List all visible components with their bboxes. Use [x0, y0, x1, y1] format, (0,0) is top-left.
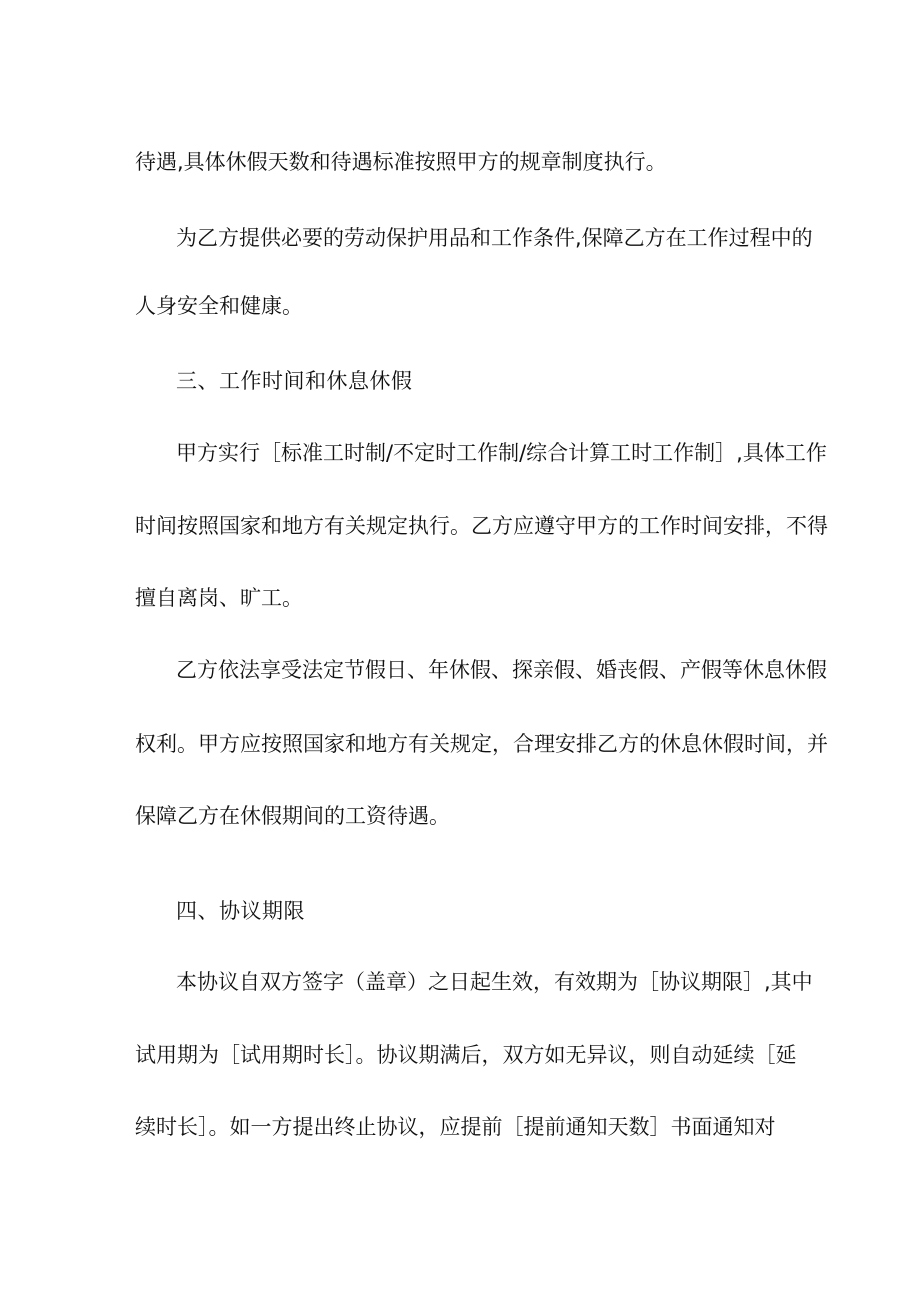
section-heading-3: 三、工作时间和休息休假: [176, 369, 413, 393]
text-line-5: 甲方实行［标准工时制/不定时工作制/综合计算工时工作制］,具体工作: [176, 441, 827, 465]
text-line-14: 续时长］。如一方提出终止协议，应提前［提前通知天数］书面通知对: [135, 1115, 776, 1139]
text-line-2: 为乙方提供必要的劳动保护用品和工作条件,保障乙方在工作过程中的: [176, 226, 813, 250]
text-line-6: 时间按照国家和地方有关规定执行。乙方应遵守甲方的工作时间安排，不得: [135, 514, 828, 538]
text-line-13: 试用期为［试用期时长］。协议期满后，双方如无异议，则自动延续［延: [135, 1043, 797, 1067]
text-line-8: 乙方依法享受法定节假日、年休假、探亲假、婚丧假、产假等休息休假: [176, 658, 827, 682]
text-line-3: 人身安全和健康。: [135, 294, 303, 318]
text-line-9: 权利。甲方应按照国家和地方有关规定，合理安排乙方的休息休假时间，并: [135, 732, 828, 756]
text-line-1: 待遇,具体休假天数和待遇标准按照甲方的规章制度执行。: [135, 150, 667, 174]
text-line-7: 擅自离岗、旷工。: [135, 586, 303, 610]
text-line-10: 保障乙方在休假期间的工资待遇。: [135, 804, 450, 828]
section-heading-4: 四、协议期限: [176, 899, 305, 923]
text-line-12: 本协议自双方签字（盖章）之日起生效，有效期为［协议期限］,其中: [176, 970, 813, 994]
